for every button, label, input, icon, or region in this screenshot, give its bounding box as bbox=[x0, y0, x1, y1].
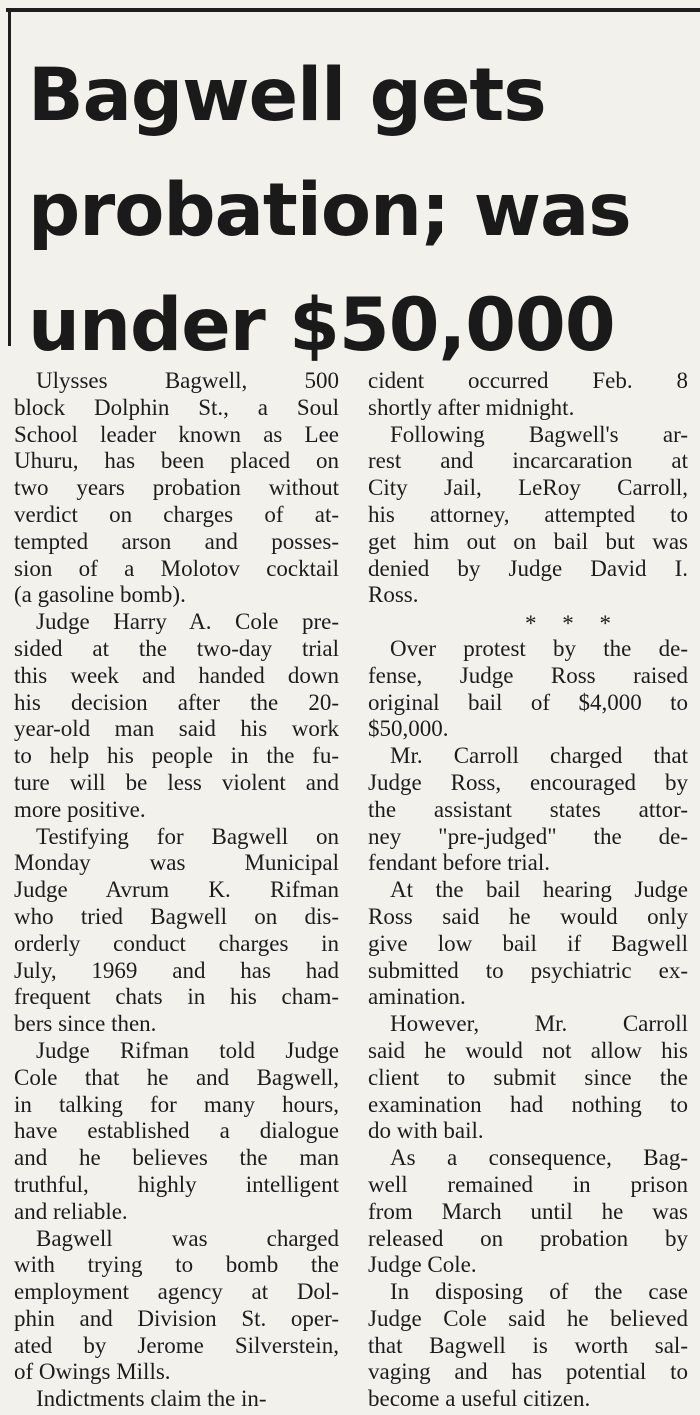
article-line: In disposing of the case bbox=[390, 1279, 688, 1305]
article-line: Judge Harry A. Cole pre- bbox=[36, 609, 339, 635]
article-line: Over protest by the de- bbox=[390, 635, 688, 661]
right-column-part-b bbox=[368, 636, 688, 1413]
article-line: ated by Jerome Silverstein, bbox=[14, 1332, 339, 1358]
article-line: tempted arson and posses- bbox=[14, 528, 339, 554]
article-line: As a consequence, Bag- bbox=[390, 1145, 688, 1171]
article-line: to help his people in the fu- bbox=[14, 743, 339, 769]
right-column-part-a bbox=[368, 368, 688, 609]
article-paragraph bbox=[14, 609, 339, 823]
article-paragraph bbox=[14, 1038, 339, 1226]
article-line: rest and incarcaration at bbox=[368, 448, 688, 474]
article-line: Following Bagwell's ar- bbox=[390, 421, 688, 447]
section-separator: * * * bbox=[525, 611, 621, 637]
article-line: (a gasoline bomb). bbox=[14, 582, 186, 608]
headline-line-3: under $50,000 bbox=[28, 283, 615, 368]
article-line: ney "pre-judged" the de- bbox=[368, 823, 688, 849]
article-line: and reliable. bbox=[14, 1198, 128, 1224]
article-line: frequent chats in his cham- bbox=[14, 984, 339, 1010]
article-line: employment agency at Dol- bbox=[14, 1279, 339, 1305]
headline-line-1: Bagwell gets bbox=[28, 53, 546, 138]
article-line: sided at the two-day trial bbox=[14, 635, 339, 661]
article-line: who tried Bagwell on dis- bbox=[14, 903, 339, 929]
article-line: do with bail. bbox=[368, 1118, 484, 1144]
article-line: become a useful citizen. bbox=[368, 1386, 591, 1412]
article-line: Judge Cole said he believed bbox=[368, 1305, 688, 1331]
article-line: Judge Avrum K. Rifman bbox=[14, 877, 339, 903]
article-paragraph bbox=[368, 636, 688, 743]
article-line: shortly after midnight. bbox=[368, 394, 575, 420]
article-line: Ross said he would only bbox=[368, 903, 688, 929]
article-line: more positive. bbox=[14, 796, 146, 822]
article-line: of Owings Mills. bbox=[14, 1359, 171, 1385]
article-line: ture will be less violent and bbox=[14, 769, 339, 795]
article-paragraph bbox=[368, 743, 688, 877]
article-line: his decision after the 20- bbox=[14, 689, 339, 715]
article-line: fendant before trial. bbox=[368, 850, 550, 876]
article-line: Testifying for Bagwell on bbox=[36, 823, 339, 849]
article-paragraph bbox=[368, 1279, 688, 1413]
article-paragraph bbox=[14, 824, 339, 1038]
article-line: Judge Ross, encouraged by bbox=[368, 769, 688, 795]
left-rule bbox=[8, 10, 11, 346]
article-line: well remained in prison bbox=[368, 1171, 688, 1197]
article-line: amination. bbox=[368, 984, 466, 1010]
article-line: the assistant states attor- bbox=[368, 796, 688, 822]
article-line: $50,000. bbox=[368, 716, 449, 742]
article-line: However, Mr. Carroll bbox=[390, 1011, 688, 1037]
article-line: give low bail if Bagwell bbox=[368, 930, 688, 956]
article-paragraph bbox=[14, 1386, 339, 1413]
article-line: vaging and has potential to bbox=[368, 1359, 688, 1385]
article-line: Judge Cole. bbox=[368, 1252, 477, 1278]
article-line: submitted to psychiatric ex- bbox=[368, 957, 688, 983]
article-line: in talking for many hours, bbox=[14, 1091, 339, 1117]
article-line: Ulysses Bagwell, 500 bbox=[36, 368, 339, 393]
article-paragraph bbox=[368, 1011, 688, 1145]
article-line: original bail of $4,000 to bbox=[368, 689, 688, 715]
article-paragraph bbox=[368, 422, 688, 610]
article-line: this week and handed down bbox=[14, 662, 339, 688]
article-line: denied by Judge David I. bbox=[368, 555, 688, 581]
article-line: his attorney, attempted to bbox=[368, 501, 688, 527]
article-line: Judge Rifman told Judge bbox=[36, 1037, 339, 1063]
article-line: Monday was Municipal bbox=[14, 850, 339, 876]
article-line: that Bagwell is worth sal- bbox=[368, 1332, 688, 1358]
article-paragraph bbox=[368, 877, 688, 1011]
article-line: bers since then. bbox=[14, 1011, 157, 1037]
headline bbox=[28, 38, 688, 383]
article-paragraph bbox=[14, 1226, 339, 1387]
article-paragraph bbox=[368, 368, 688, 422]
article-line: client to submit since the bbox=[368, 1064, 688, 1090]
article-line: City Jail, LeRoy Carroll, bbox=[368, 475, 688, 501]
article-line: verdict on charges of at- bbox=[14, 501, 339, 527]
article-line: year-old man said his work bbox=[14, 716, 339, 742]
article-line: have established a dialogue bbox=[14, 1118, 339, 1144]
article-column-right bbox=[368, 368, 688, 1413]
article-line: Ross. bbox=[368, 582, 419, 608]
article-line: Bagwell was charged bbox=[36, 1225, 339, 1251]
article-line: sion of a Molotov cocktail bbox=[14, 555, 339, 581]
headline-line-2: probation; was bbox=[28, 168, 631, 253]
top-rule bbox=[6, 8, 700, 12]
article-line: fense, Judge Ross raised bbox=[368, 662, 688, 688]
article-line: phin and Division St. oper- bbox=[14, 1305, 339, 1331]
article-line: and he believes the man bbox=[14, 1145, 339, 1171]
article-line: School leader known as Lee bbox=[14, 421, 339, 447]
article-line: truthful, highly intelligent bbox=[14, 1171, 339, 1197]
article-column-left bbox=[14, 368, 339, 1413]
article-line: July, 1969 and has had bbox=[14, 957, 339, 983]
article-line: Mr. Carroll charged that bbox=[390, 743, 688, 769]
article-line: block Dolphin St., a Soul bbox=[14, 394, 339, 420]
article-line: get him out on bail but was bbox=[368, 528, 688, 554]
article-line: with trying to bomb the bbox=[14, 1252, 339, 1278]
article-line: from March until he was bbox=[368, 1198, 688, 1224]
article-paragraph bbox=[368, 1145, 688, 1279]
article-line: examination had nothing to bbox=[368, 1091, 688, 1117]
article-line: said he would not allow his bbox=[368, 1037, 688, 1063]
article-line: Uhuru, has been placed on bbox=[14, 448, 339, 474]
article-paragraph bbox=[14, 368, 339, 609]
article-line: Cole that he and Bagwell, bbox=[14, 1064, 339, 1090]
article-line: At the bail hearing Judge bbox=[390, 877, 688, 903]
article-line: Indictments claim the in- bbox=[36, 1386, 267, 1412]
article-line: cident occurred Feb. 8 bbox=[368, 368, 688, 393]
article-line: orderly conduct charges in bbox=[14, 930, 339, 956]
article-line: released on probation by bbox=[368, 1225, 688, 1251]
article-line: two years probation without bbox=[14, 475, 339, 501]
